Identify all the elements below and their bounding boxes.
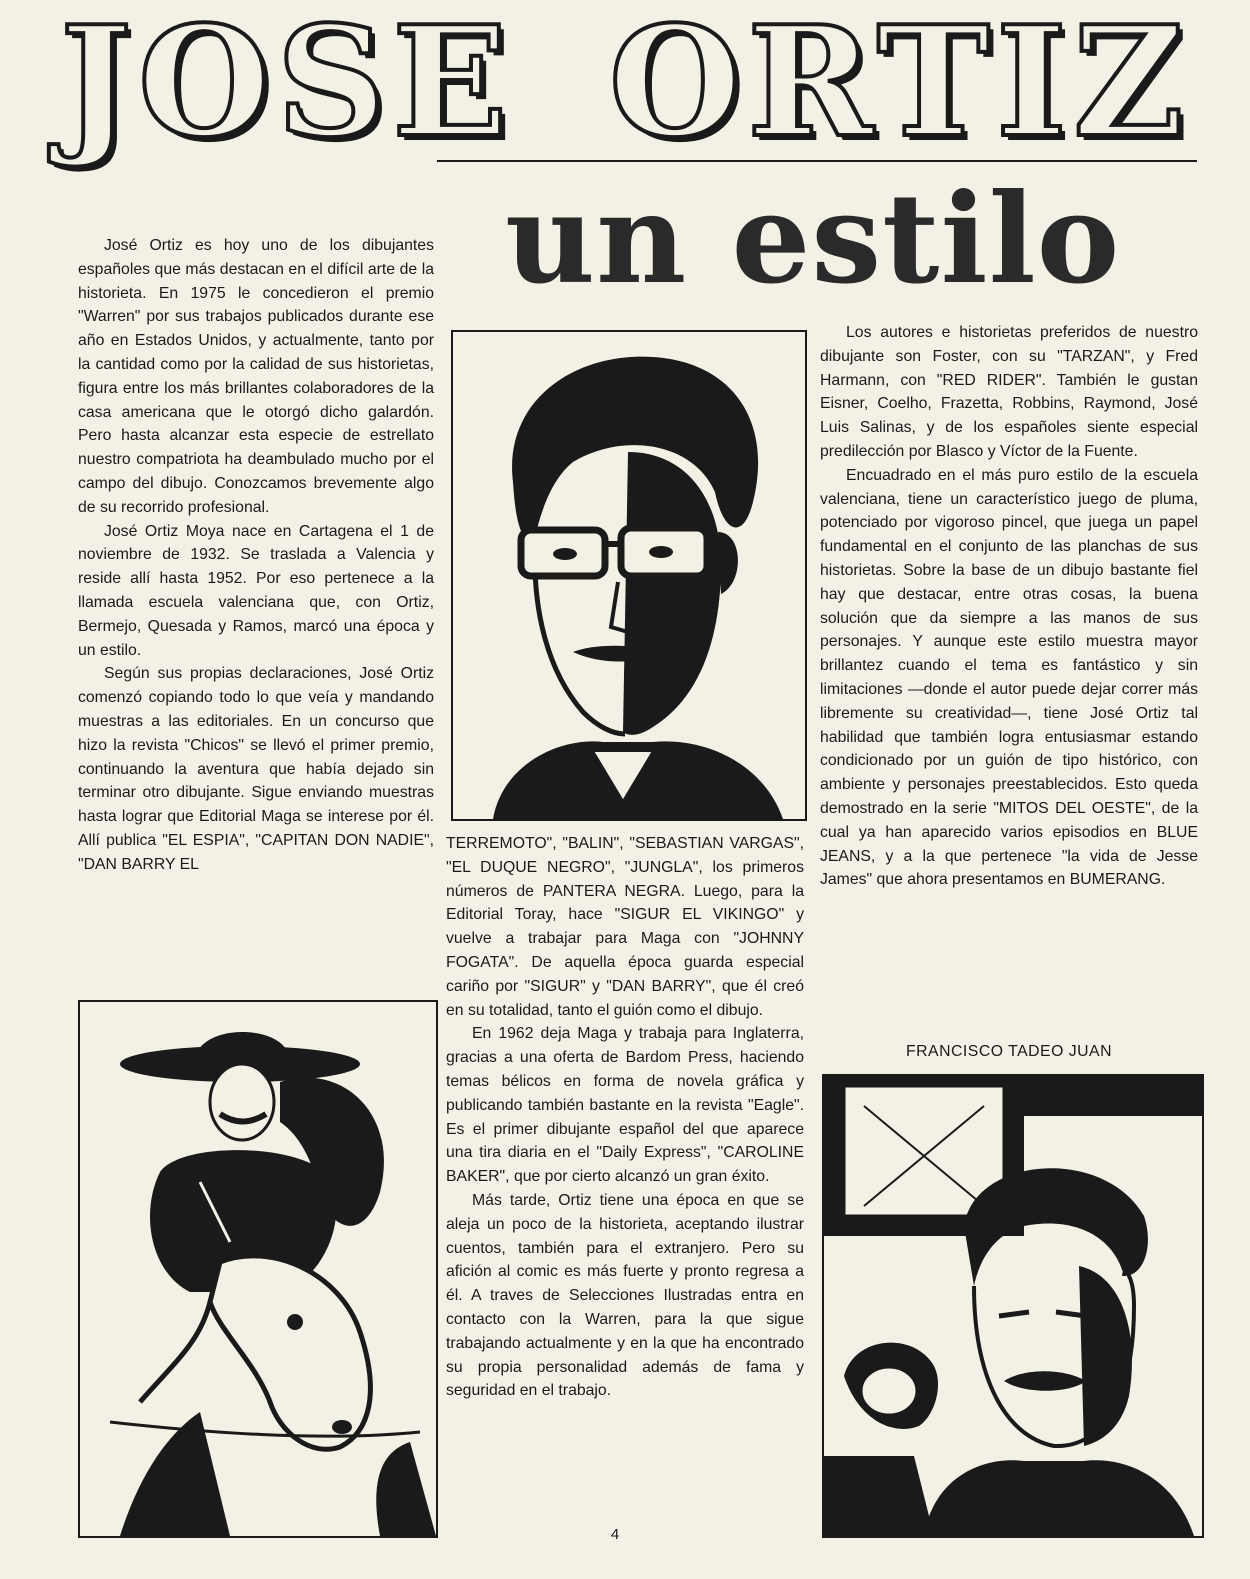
page-number: 4 [610,1526,620,1543]
paragraph: En 1962 deja Maga y trabaja para Inglaterra, gracias a una oferta de Bardom Press, haciendo temas bélicos en forma de novela gráfica y publicando también bastante en la revista "Eagle". Es el primer dibujante español del que aparece una tira diaria en el "Daily Express", "CAROLINE BAKER", que por cierto alcanzó un gran éxito. [446,1025,804,1186]
text-column-middle [446,832,804,1403]
title-word-first: JOSE [60,0,514,171]
paragraph: Los autores e historietas preferidos de nuestro dibujante son Foster, con su "TARZAN", y Fred Harmann, con "RED RIDER". También le gustan Eisner, Coelho, Frazetta, Robbins, Raymond, José Luis Salinas, y de los españoles siente especial predilección por Blasco y Víctor de la Fuente. [820,324,1198,460]
main-title [60,0,1190,171]
title-divider [437,160,1197,162]
paragraph: Según sus propias declaraciones, José Ortiz comenzó copiando todo lo que veía y mandando muestras a las editoriales. En un concurso que hizo la revista "Chicos" se llevó el primer premio, continuando la aventura que había dejado sin terminar otro dibujante. Sigue enviando muestras hasta lograr que Editorial Maga se interese por él. Allí publica "EL ESPIA", "CAPITAN DON NADIE", "DAN BARRY EL [78,665,434,873]
subtitle: un estilo [505,167,1121,312]
author-byline: FRANCISCO TADEO JUAN [905,1043,1113,1060]
paragraph: Más tarde, Ortiz tiene una época en que se aleja un poco de la historieta, aceptando ilustrar cuentos, también para el extranjero. Pero su afición al comic es más fuerte y pronto regresa a él. A traves de Selecciones Ilustradas entra en contacto con la Warren, para la que sigue trabajando actualmente y en la que ha encontrado su propia personalidad además de fama y seguridad en el trabajo. [446,1191,804,1400]
text-column-left [78,234,434,877]
paragraph: TERREMOTO", "BALIN", "SEBASTIAN VARGAS", "EL DUQUE NEGRO", "JUNGLA", los primeros números de PANTERA NEGRA. Luego, para la Editorial Toray, hace "SIGUR EL VIKINGO" y vuelve a trabajar para Maga con "JOHNNY FOGATA". De aquella época guarda especial cariño por "SIGUR" y "DAN BARRY", que él creó en su totalidad, tanto el guión como el dibujo. [446,835,804,1019]
portrait-illustration [451,330,807,821]
text-column-right [820,321,1198,892]
paragraph: José Ortiz Moya nace en Cartagena el 1 de noviembre de 1932. Se traslada a Valencia y reside allí hasta 1952. Por eso pertenece a la llamada escuela valenciana que, con Ortiz, Bermejo, Quesada y Ramos, marcó una época y un estilo. [78,522,434,659]
paragraph: José Ortiz es hoy uno de los dibujantes españoles que más destacan en el difícil arte de la historieta. En 1975 le concedieron el premio "Warren" por sus trabajos publicados durante ese año en Estados Unidos, y actualmente, tanto por la cantidad como por la calidad de sus historietas, figura entre los más brillantes colaboradores de la casa americana que le otorgó dicho galardón. Pero hasta alcanzar esta especie de estrellato nuestro compatriota ha deambulado mucho por el campo del dibujo. Conozcamos brevemente algo de su recorrido profesional. [78,237,434,516]
rider-illustration [78,1000,438,1538]
cowboy-illustration [822,1074,1204,1538]
title-word-second: ORTIZ [608,0,1190,171]
paragraph: Encuadrado en el más puro estilo de la escuela valenciana, tiene un característico juego de pluma, potenciado por vigoroso pincel, que juega un papel fundamental en el conjunto de las planchas de sus historietas. Sobre la base de un dibujo bastante fiel hay que destacar, entre otras cosas, la buena solución que da siempre a las manos de sus personajes. Y aunque este estilo muestra mayor brillantez cuando el tema es fantástico y sin limitaciones —donde el autor puede dejar correr más libremente su creatividad—, tiene José Ortiz tal habilidad que también logra entusiasmar estando condicionado por un guión de tipo histórico, con ambiente y personajes preestablecidos. Esto queda demostrado en la serie "MITOS DEL OESTE", de la cual ya han aparecido varios episodios en BLUE JEANS, y a la que pertenece "la vida de Jesse James" que ahora presentamos en BUMERANG. [820,466,1198,889]
